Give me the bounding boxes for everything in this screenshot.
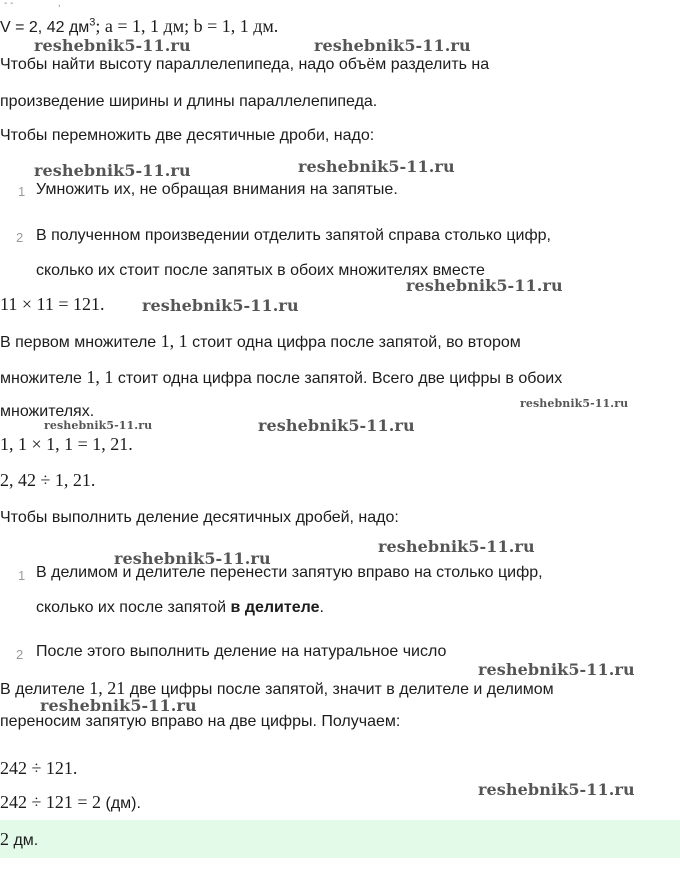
list1-number-1: 1 [18,184,26,199]
watermark: reshebnik5-11.ru [114,549,271,568]
volume-exponent: 3 [89,16,96,29]
answer-text: 2 дм. [0,829,39,849]
volume-value: V = 2, 42 дм [0,19,90,36]
list1-item-2-line1: В полученном произведении отделить запятой справа столько цифр, [36,227,551,244]
text-line-1: Чтобы найти высоту параллелепипеда, надо объём разделить на [0,56,490,73]
equation-3: 242 ÷ 121. [0,758,78,778]
given-values [0,16,278,37]
paragraph-line-2: множителе 1, 1 стоит одна цифра после запятой. Всего две цифры в обоих [0,367,563,387]
watermark: reshebnik5-11.ru [520,397,629,410]
watermark: reshebnik5-11.ru [34,161,191,180]
watermark: reshebnik5-11.ru [298,157,455,176]
bold-divisor-text: в делителе [230,599,320,616]
watermark: reshebnik5-11.ru [44,419,153,432]
list2-number-1: 1 [18,568,26,583]
text-line-3: Чтобы перемножить две десятичные дроби, надо: [0,127,375,144]
divisor-line-2: переносим запятую вправо на две цифры. Получаем: [0,713,401,730]
list1-item-2-line2: сколько их стоит после запятых в обоих множителях вместе [36,262,485,279]
list2-item-2: После этого выполнить деление на натуральное число [36,643,447,660]
equation-2: 2, 42 ÷ 1, 21. [0,470,96,490]
watermark: reshebnik5-11.ru [478,660,635,679]
watermark: reshebnik5-11.ru [314,36,471,55]
watermark: reshebnik5-11.ru [406,276,563,295]
watermark: reshebnik5-11.ru [378,537,535,556]
equation-1: 1, 1 × 1, 1 = 1, 21. [0,434,133,454]
division-rule-intro: Чтобы выполнить деление десятичных дробей, надо: [0,509,399,526]
watermark: reshebnik5-11.ru [34,36,191,55]
answer-box [0,820,680,858]
list2-number-2: 2 [16,647,24,662]
watermark: reshebnik5-11.ru [478,780,635,799]
top-edge-marks: - - , [4,0,61,9]
equation-4: 242 ÷ 121 = 2 (дм). [0,792,141,812]
text-line-2: произведение ширины и длины параллелепипеда. [0,93,378,110]
divisor-line-1: В делителе 1, 21 две цифры после запятой, значит в делителе и делимом [0,678,554,698]
list2-item-1-line1: В делимом и делителе перенести запятую вправо на столько цифр, [36,564,543,581]
paragraph-line-3: множителях. [0,403,95,420]
watermark: reshebnik5-11.ru [40,696,197,715]
watermark: reshebnik5-11.ru [142,296,299,315]
dims-value: ; a = 1, 1 дм; b = 1, 1 дм. [95,16,279,36]
multiplication-equation: 11 × 11 = 121. [0,294,105,314]
list1-number-2: 2 [16,230,24,245]
list2-item-1-line2: сколько их после запятой в делителе. [36,599,324,616]
list1-item-1: Умножить их, не обращая внимания на запятые. [36,181,398,198]
watermark: reshebnik5-11.ru [258,416,415,435]
paragraph-line-1: В первом множителе 1, 1 стоит одна цифра после запятой, во втором [0,331,521,351]
